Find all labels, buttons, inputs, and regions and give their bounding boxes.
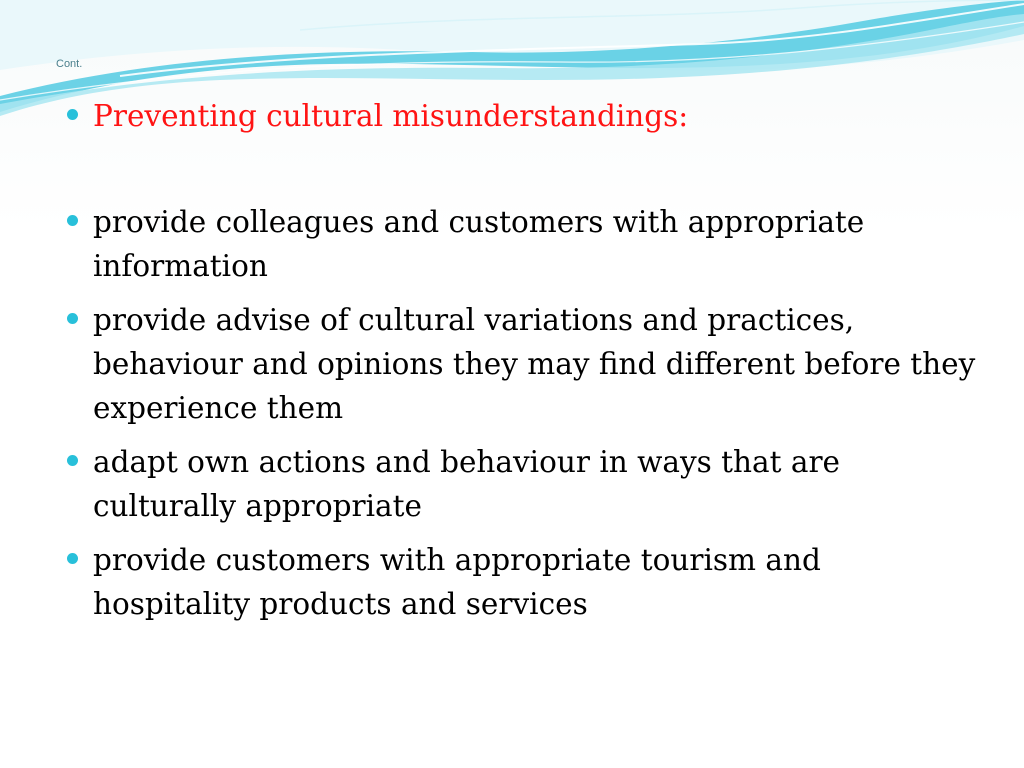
bullet-item [62,440,982,528]
bullet-heading [62,94,982,138]
bullet-text: Preventing cultural misunderstandings: [93,99,689,133]
bullet-dot-icon [67,109,78,120]
bullet-dot-icon [67,313,78,324]
bullet-list [62,94,982,626]
bullet-text: adapt own actions and behaviour in ways that are culturally appropriate [93,445,841,523]
bullet-text: provide colleagues and customers with appropriate information [93,205,865,283]
bullet-item [62,200,982,288]
bullet-dot-icon [67,455,78,466]
slide-title: Cont. [56,58,83,70]
bullet-dot-icon [67,215,78,226]
bullet-item [62,538,982,626]
bullet-text: provide customers with appropriate tourism and hospitality products and services [93,543,821,621]
bullet-dot-icon [67,553,78,564]
bullet-text: provide advise of cultural variations and practices, behaviour and opinions they may find different before they experience them [93,303,976,425]
bullet-item [62,298,982,430]
